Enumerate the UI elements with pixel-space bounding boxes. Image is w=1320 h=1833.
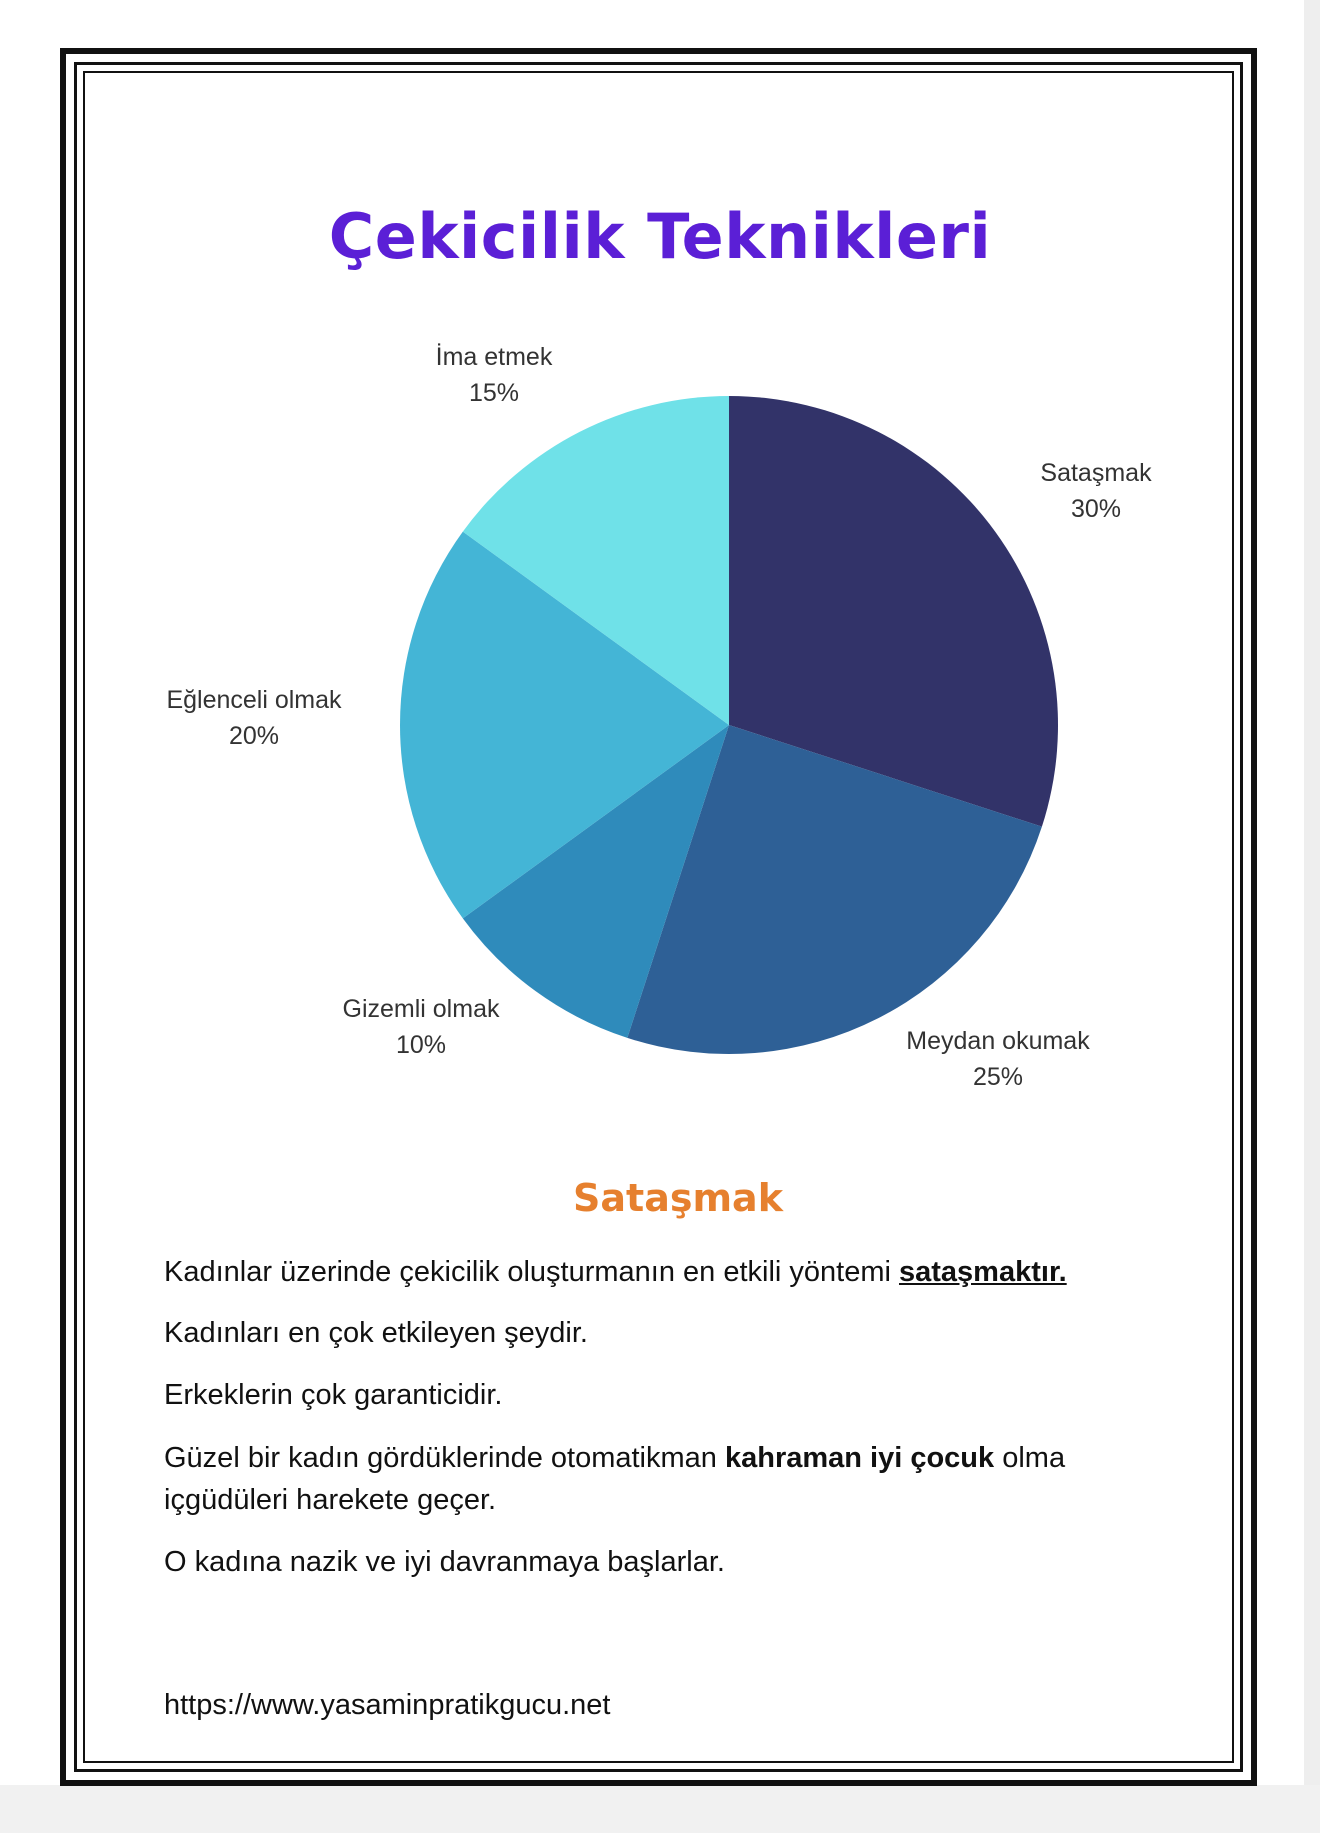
chart-title: Çekicilik Teknikleri [328, 200, 992, 273]
paragraph-4: Güzel bir kadın gördüklerinde otomatikman kahraman iyi çocuk olma içgüdüleri harekete geçer. [164, 1442, 1066, 1516]
scan-bottom-edge [0, 1785, 1320, 1833]
slice-value-2: 25% [972, 1063, 1024, 1091]
slice-value-1: 30% [1070, 495, 1122, 523]
paragraph-1: Kadınlar üzerinde çekicilik oluşturmanın en etkili yöntemi sataşmaktır. [164, 1256, 1067, 1288]
slice-value-3: 10% [395, 1031, 447, 1059]
slice-label-5: İma etmek [435, 343, 553, 371]
slice-value-4: 20% [228, 722, 280, 750]
paragraph-5: O kadına nazik ve iyi davranmaya başlarlar. [164, 1546, 725, 1578]
paragraph-3: Erkeklerin çok garanticidir. [164, 1379, 503, 1411]
slice-label-3: Gizemli olmak [342, 995, 500, 1023]
footer-url[interactable]: https://www.yasaminpratikgucu.net [164, 1689, 611, 1721]
slice-label-2: Meydan okumak [906, 1027, 1090, 1055]
paragraph-2: Kadınları en çok etkileyen şeydir. [164, 1317, 588, 1349]
slice-label-4: Eğlenceli olmak [166, 686, 342, 714]
section-heading: Sataşmak [573, 1176, 783, 1220]
emphasis-satasmaktir: sataşmaktır. [899, 1256, 1067, 1288]
emphasis-kahraman: kahraman iyi çocuk [724, 1442, 995, 1474]
slice-value-5: 15% [468, 379, 520, 407]
slice-label-1: Sataşmak [1040, 459, 1152, 487]
